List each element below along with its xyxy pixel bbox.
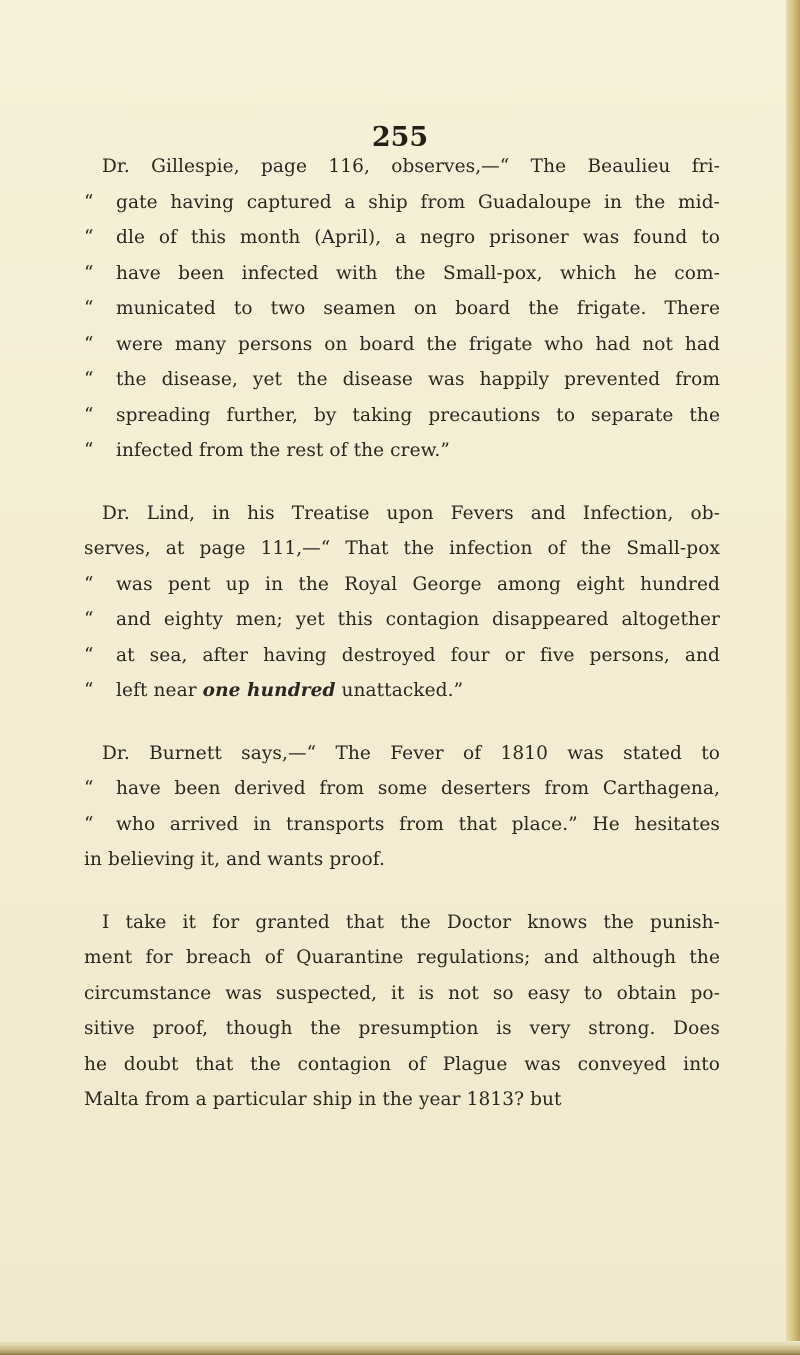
line-text: spreading further, by taking precautions to separate the <box>116 404 720 426</box>
quote-mark: “ <box>84 778 94 799</box>
quote-mark: “ <box>84 191 94 213</box>
text-line <box>84 807 720 843</box>
quote-mark: “ <box>84 813 94 835</box>
line-text: left near <box>116 680 203 701</box>
text-line <box>84 362 720 398</box>
quote-mark: “ <box>84 227 94 248</box>
text-line <box>84 771 720 807</box>
text-line <box>84 149 720 185</box>
quote-mark: “ <box>84 680 94 701</box>
paragraph <box>84 149 720 469</box>
quote-mark: “ <box>84 262 94 284</box>
paragraph <box>84 905 720 1118</box>
text-line <box>84 638 720 674</box>
text-line <box>84 567 720 603</box>
text-line <box>84 1047 720 1083</box>
line-text: Dr. Burnett says,—“ The Fever of 1810 was stated to <box>102 742 720 764</box>
text-line <box>84 531 720 567</box>
line-text: unattacked.” <box>335 680 464 701</box>
text-line <box>84 496 720 532</box>
text-line <box>84 398 720 434</box>
paragraph <box>84 736 720 878</box>
text-line <box>84 602 720 638</box>
line-text: were many persons on board the frigate who had not had <box>116 333 720 355</box>
line-text: was pent up in the Royal George among eight hundred <box>116 573 720 595</box>
text-line <box>84 1011 720 1047</box>
line-text: infected from the rest of the crew.” <box>116 440 450 461</box>
line-text: and eighty men; yet this contagion disappeared altogether <box>116 609 720 630</box>
line-text: he doubt that the contagion of Plague was conveyed into <box>84 1053 720 1075</box>
text-line <box>84 976 720 1012</box>
text-line <box>84 905 720 941</box>
line-text: circumstance was suspected, it is not so easy to obtain po- <box>84 982 720 1004</box>
quote-mark: “ <box>84 573 94 595</box>
line-text: Dr. Lind, in his Treatise upon Fevers and Infection, ob- <box>102 502 720 524</box>
text-line <box>84 736 720 772</box>
text-line <box>84 185 720 221</box>
text-line <box>84 940 720 976</box>
text-line <box>84 1082 720 1118</box>
text-line <box>84 433 720 469</box>
quote-mark: “ <box>84 333 94 355</box>
page-edge-right <box>786 0 800 1355</box>
line-text: Dr. Gillespie, page 116, observes,—“ The Beaulieu fri- <box>102 156 720 177</box>
text-line <box>84 673 720 709</box>
text-line <box>84 842 720 878</box>
quote-mark: “ <box>84 644 94 666</box>
page-body-text <box>84 149 720 1118</box>
line-text: the disease, yet the disease was happily prevented from <box>116 369 720 390</box>
page-edge-bottom <box>0 1341 800 1355</box>
line-text: dle of this month (April), a negro prisoner was found to <box>116 227 720 248</box>
quote-mark: “ <box>84 404 94 426</box>
line-text: ment for breach of Quarantine regulations; and although the <box>84 947 720 968</box>
line-text: have been derived from some deserters from Carthagena, <box>116 778 720 799</box>
line-text: at sea, after having destroyed four or five persons, and <box>116 644 720 666</box>
line-text: municated to two seamen on board the frigate. There <box>116 298 720 319</box>
line-text: I take it for granted that the Doctor knows the punish- <box>102 911 720 933</box>
quote-mark: “ <box>84 609 94 630</box>
line-text: gate having captured a ship from Guadaloupe in the mid- <box>116 191 720 213</box>
line-text: Malta from a particular ship in the year 1813? but <box>84 1089 562 1110</box>
line-text: in believing it, and wants proof. <box>84 849 385 870</box>
text-line <box>84 256 720 292</box>
paragraph <box>84 496 720 709</box>
text-line <box>84 220 720 256</box>
emphasis-text: one hundred <box>202 680 336 701</box>
text-line <box>84 327 720 363</box>
line-text: sitive proof, though the presumption is very strong. Does <box>84 1018 720 1039</box>
quote-mark: “ <box>84 369 94 390</box>
page-number: 255 <box>371 122 429 153</box>
quote-mark: “ <box>84 440 94 461</box>
quote-mark: “ <box>84 298 94 319</box>
line-text: serves, at page 111,—“ That the infection of the Small-pox <box>84 538 720 559</box>
text-line <box>84 291 720 327</box>
line-text: have been infected with the Small-pox, which he com- <box>116 262 720 284</box>
line-text: who arrived in transports from that place.” He hesitates <box>116 813 720 835</box>
